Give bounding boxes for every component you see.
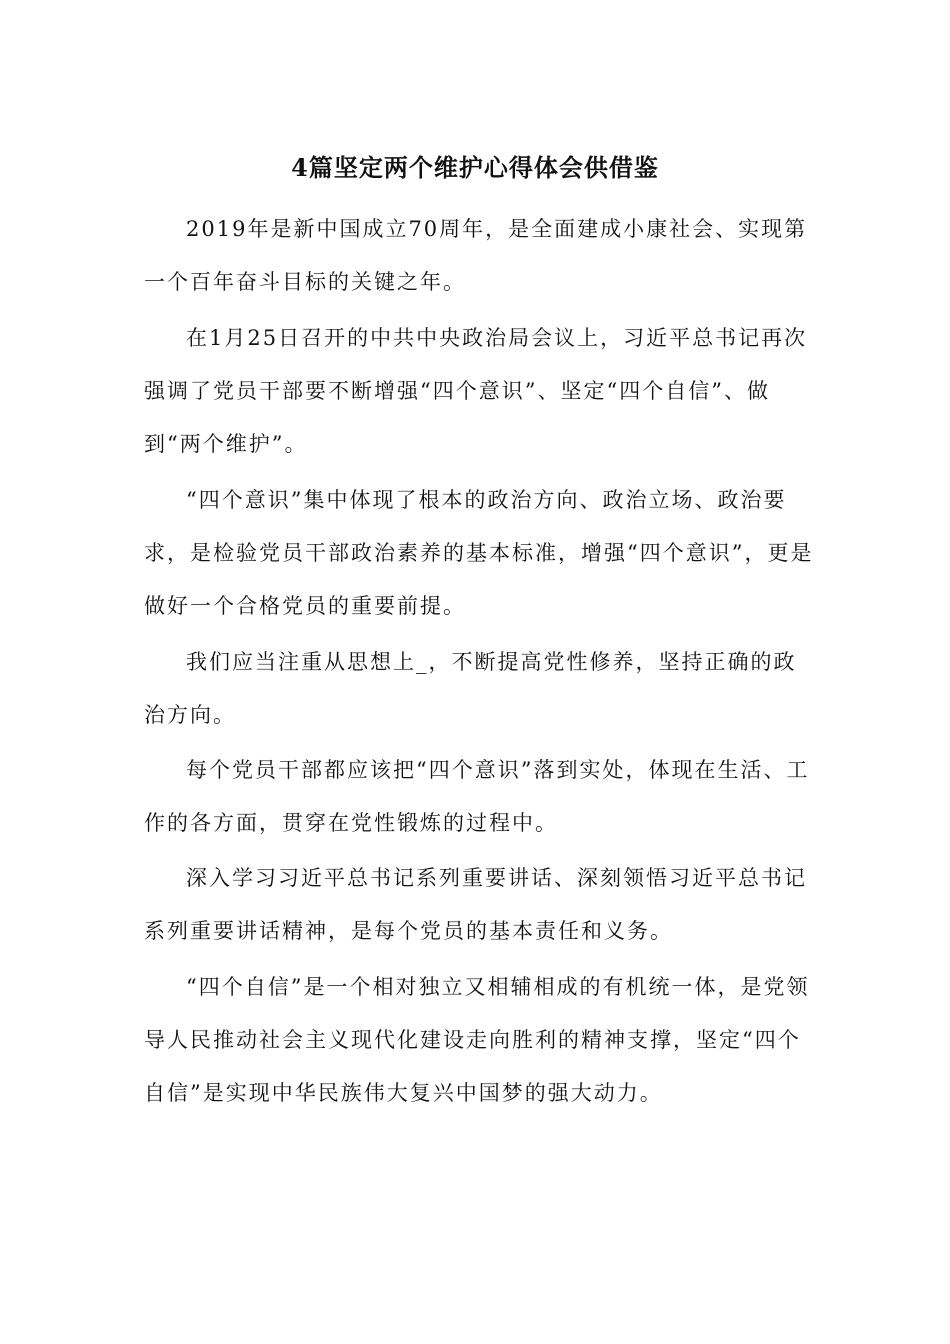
paragraph: “四个意识”集中体现了根本的政治方向、政治立场、政治要求，是检验党员干部政治素养的基本标准，增强“四个意识”，更是做好一个合格党员的重要前提。 <box>144 488 814 618</box>
paragraph: 在1月25日召开的中共中央政治局会议上，习近平总书记再次强调了党员干部要不断增强“四个意识”、坚定“四个自信”、做到“两个维护”。 <box>144 326 808 456</box>
paragraph: 2019年是新中国成立70周年，是全面建成小康社会、实现第一个百年奋斗目标的关键之年。 <box>144 217 808 294</box>
paragraph: “四个自信”是一个相对独立又相辅相成的有机统一体，是党领导人民推动社会主义现代化建设走向胜利的精神支撑，坚定“四个自信”是实现中华民族伟大复兴中国梦的强大动力。 <box>144 975 810 1105</box>
paragraph: 深入学习习近平总书记系列重要讲话、深刻领悟习近平总书记系列重要讲话精神，是每个党员的基本责任和义务。 <box>144 866 807 943</box>
paragraph: 我们应当注重从思想上_，不断提高党性修养，坚持正确的政治方向。 <box>144 650 797 727</box>
document-title: 4篇坚定两个维护心得体会供借鉴 <box>291 153 659 182</box>
paragraph: 每个党员干部都应该把“四个意识”落到实处，体现在生活、工作的各方面，贯穿在党性锻炼的过程中。 <box>144 758 810 835</box>
